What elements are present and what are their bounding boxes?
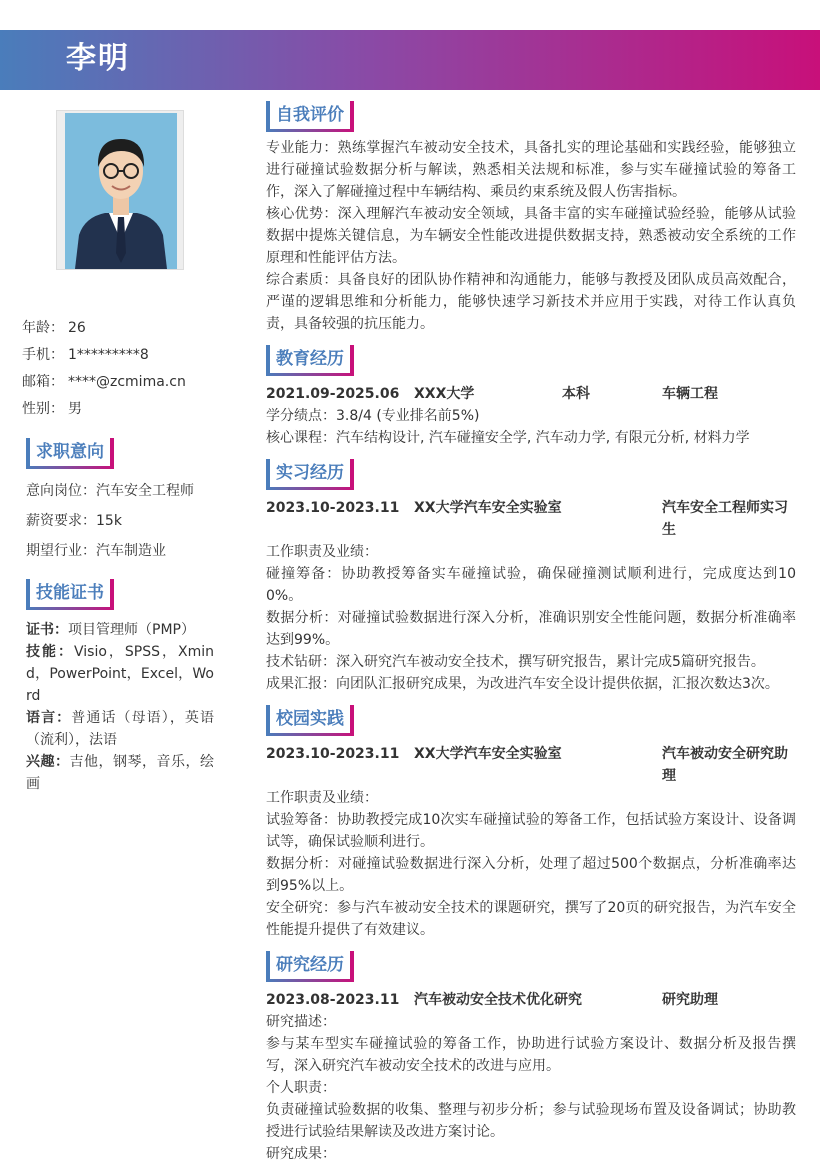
internship-line: 碰撞筹备：协助教授筹备实车碰撞试验，确保碰撞测试顺利进行，完成度达到100%。 <box>266 566 796 604</box>
info-email: 邮箱： ****@zcmima.cn <box>22 374 186 390</box>
personal-info <box>22 318 186 426</box>
self-eval-paragraph: 综合素质：具备良好的团队协作精神和沟通能力，能够与教授及团队成员高效配合，严谨的逻辑思维和分析能力，能够快速学习新技术并应用于实践，对待工作认真负责，具备较强的抗压能力。 <box>266 272 796 332</box>
skills-list <box>26 619 214 795</box>
research-role: 研究助理 <box>662 992 718 1008</box>
skill-certificate: 证书：项目管理师（PMP） <box>26 622 195 638</box>
profile-photo <box>56 110 184 270</box>
education-date: 2021.09-2025.06 <box>266 386 400 402</box>
main-content <box>266 101 796 1175</box>
research-date: 2023.08-2023.11 <box>266 992 400 1008</box>
skill-tools: 技能：Visio，SPSS，Xmind，PowerPoint，Excel，Word <box>26 644 214 704</box>
research-line: 研究描述： <box>266 1014 336 1030</box>
internship-date: 2023.10-2023.11 <box>266 500 400 516</box>
internship-org: XX大学汽车安全实验室 <box>414 500 562 516</box>
job-intent-title: 求职意向 <box>26 438 114 466</box>
research-line: 负责碰撞试验数据的收集、整理与初步分析；参与试验现场布置及设备调试；协助教授进行试验结果解读及改进方案讨论。 <box>266 1102 796 1140</box>
job-intent-item: 意向岗位：汽车安全工程师 <box>26 483 194 499</box>
campus-section <box>266 705 796 941</box>
education-major: 车辆工程 <box>662 386 718 402</box>
campus-entry-header <box>266 743 796 787</box>
education-section <box>266 345 796 449</box>
research-title: 研究经历 <box>266 951 354 979</box>
campus-title: 校园实践 <box>266 705 354 733</box>
header-banner <box>0 30 820 90</box>
internship-line: 成果汇报：向团队汇报研究成果，为改进汽车安全设计提供依据，汇报次数达3次。 <box>266 676 779 692</box>
candidate-name: 李明 <box>66 41 130 76</box>
skills-section-header <box>26 579 114 607</box>
skill-interests: 兴趣：吉他，钢琴，音乐，绘画 <box>26 754 214 792</box>
education-title: 教育经历 <box>266 345 354 373</box>
internship-section <box>266 459 796 695</box>
internship-role: 汽车安全工程师实习生 <box>662 500 788 538</box>
self-eval-section <box>266 101 796 335</box>
internship-entry-header <box>266 497 796 541</box>
research-org: 汽车被动安全技术优化研究 <box>414 992 582 1008</box>
info-gender: 性别： 男 <box>22 401 82 417</box>
research-entry-header <box>266 989 796 1011</box>
internship-line: 工作职责及业绩： <box>266 544 378 560</box>
research-line: 个人职责： <box>266 1080 336 1096</box>
skills-title: 技能证书 <box>26 579 114 607</box>
education-line: 学分绩点：3.8/4 (专业排名前5%) <box>266 408 480 424</box>
education-entry-header <box>266 383 796 405</box>
internship-title: 实习经历 <box>266 459 354 487</box>
info-phone: 手机： 1*********8 <box>22 347 149 363</box>
job-intent-item: 薪资要求：15k <box>26 513 122 529</box>
research-line: 研究成果： <box>266 1146 336 1162</box>
internship-line: 技术钻研：深入研究汽车被动安全技术，撰写研究报告，累计完成5篇研究报告。 <box>266 654 765 670</box>
research-line: 参与某车型实车碰撞试验的筹备工作，协助进行试验方案设计、数据分析及报告撰写，深入研究汽车被动安全技术的改进与应用。 <box>266 1036 796 1074</box>
self-eval-paragraph: 专业能力：熟练掌握汽车被动安全技术，具备扎实的理论基础和实践经验，能够独立进行碰撞试验数据分析与解读，熟悉相关法规和标准，参与实车碰撞试验的筹备工作，深入了解碰撞过程中车辆结构、乘员约束系统及假人伤害指标。 <box>266 140 796 200</box>
education-degree: 本科 <box>562 386 590 402</box>
campus-line: 试验筹备：协助教授完成10次实车碰撞试验的筹备工作，包括试验方案设计、设备调试等，确保试验顺利进行。 <box>266 812 796 850</box>
job-intent-section <box>26 438 194 566</box>
self-eval-paragraph: 核心优势：深入理解汽车被动安全领域，具备丰富的实车碰撞试验经验，能够从试验数据中提炼关键信息，为车辆安全性能改进提供数据支持，熟悉被动安全系统的工作原理和性能评估方法。 <box>266 206 796 266</box>
campus-line: 安全研究：参与汽车被动安全技术的课题研究，撰写了20页的研究报告，为汽车安全性能提升提供了有效建议。 <box>266 900 796 938</box>
campus-line: 工作职责及业绩： <box>266 790 378 806</box>
campus-line: 数据分析：对碰撞试验数据进行深入分析，处理了超过500个数据点，分析准确率达到95%以上。 <box>266 856 796 894</box>
internship-line: 数据分析：对碰撞试验数据进行深入分析，准确识别安全性能问题，数据分析准确率达到99%。 <box>266 610 796 648</box>
research-section <box>266 951 796 1165</box>
campus-date: 2023.10-2023.11 <box>266 746 400 762</box>
portrait-illustration <box>65 113 177 269</box>
campus-org: XX大学汽车安全实验室 <box>414 746 562 762</box>
campus-role: 汽车被动安全研究助理 <box>662 746 788 784</box>
education-line: 核心课程：汽车结构设计, 汽车碰撞安全学, 汽车动力学, 有限元分析, 材料力学 <box>266 430 750 446</box>
self-eval-title: 自我评价 <box>266 101 354 129</box>
skill-languages: 语言：普通话（母语），英语（流利），法语 <box>26 710 214 748</box>
education-school: XXX大学 <box>414 386 475 402</box>
job-intent-item: 期望行业：汽车制造业 <box>26 543 166 559</box>
portrait-image <box>65 113 177 269</box>
info-age: 年龄： 26 <box>22 320 86 336</box>
